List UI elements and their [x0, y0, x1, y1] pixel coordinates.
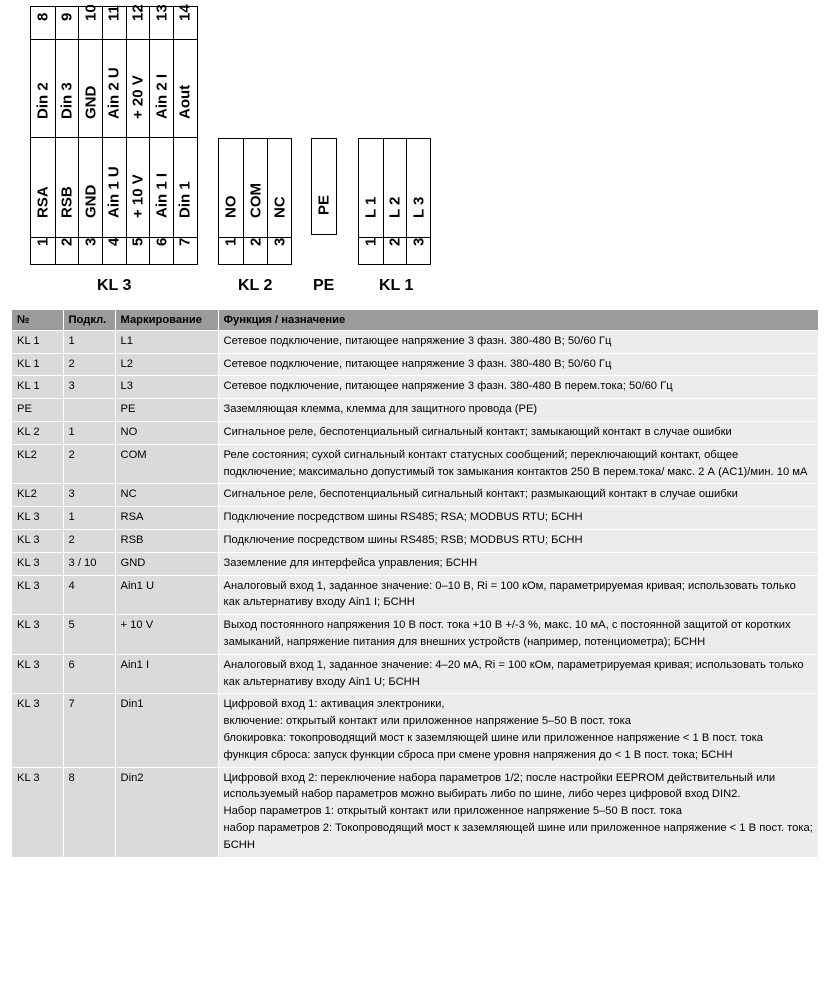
pe-block-label: PE: [313, 277, 335, 294]
cell-number: KL2: [12, 444, 63, 484]
terminal-label: Din 3: [58, 82, 76, 119]
table-row: [12, 484, 818, 507]
cell-number: KL 3: [12, 529, 63, 552]
terminal-number-cell: [359, 238, 383, 264]
terminal-label-cell: [219, 139, 243, 237]
cell-number: KL 3: [12, 575, 63, 615]
terminal-number-cell: [126, 4, 150, 39]
terminal-label-cell: [243, 139, 267, 237]
terminal-label-cell: [383, 139, 407, 237]
terminal-number-cell: [55, 7, 79, 39]
terminal-label-cell: [149, 138, 173, 237]
terminal-number: 3: [410, 237, 428, 246]
table-row: [12, 399, 818, 422]
kl1-label-row: [359, 139, 430, 238]
terminal-number-cell: [149, 238, 173, 264]
terminal-label-cell: [126, 138, 150, 237]
header-marking: Маркирование: [115, 310, 218, 330]
cell-connection: 2: [63, 444, 115, 484]
terminal-number-cell: [383, 238, 407, 264]
pe-terminal-label: PE: [315, 194, 333, 215]
cell-number: KL 3: [12, 694, 63, 767]
cell-marking: L1: [115, 330, 218, 353]
cell-number: KL 1: [12, 353, 63, 376]
terminal-label: Aout: [176, 84, 194, 119]
terminal-number: 1: [362, 237, 380, 246]
terminal-number-cell: [102, 238, 126, 264]
cell-marking: Ain1 U: [115, 575, 218, 615]
kl1-number-row: [359, 238, 430, 264]
terminal-label: GND: [82, 184, 100, 218]
terminal-label-cell: [102, 40, 126, 138]
cell-function: Сигнальное реле, беспотенциальный сигнальный контакт; размыкающий контакт в случае ошибки: [218, 484, 818, 507]
terminal-number: 8: [34, 12, 52, 21]
terminal-number-cell: [406, 238, 430, 264]
terminal-number: 3: [82, 237, 100, 246]
cell-connection: 4: [63, 575, 115, 615]
terminal-number-cell: [173, 238, 197, 264]
terminal-number-cell: [55, 238, 79, 264]
terminal-label-cell: [31, 138, 55, 237]
terminal-label-cell: [102, 138, 126, 237]
terminal-label: Din 1: [176, 181, 194, 218]
terminal-label: NO: [222, 195, 240, 218]
cell-number: KL 3: [12, 767, 63, 857]
terminal-number: 5: [129, 237, 147, 246]
table-row: [12, 767, 818, 857]
pe-terminal: [311, 138, 337, 235]
terminal-number: 7: [176, 237, 194, 246]
terminal-label: + 10 V: [129, 174, 147, 218]
terminal-label: NC: [271, 196, 288, 218]
terminal-number: 9: [58, 12, 76, 21]
cell-marking: NC: [115, 484, 218, 507]
terminal-label-cell: [173, 138, 197, 237]
table-row: [12, 552, 818, 575]
terminal-label-cell: [359, 139, 383, 237]
terminal-number: 11: [105, 5, 123, 21]
table-header-row: [12, 310, 818, 330]
cell-marking: Din1: [115, 694, 218, 767]
terminal-label: L 1: [362, 196, 380, 218]
cell-function: Подключение посредством шины RS485; RSB; MODBUS RTU; БСНН: [218, 529, 818, 552]
cell-function: Цифровой вход 2: переключение набора параметров 1/2; после настройки EEPROM действительный или используемый набор параметров можно выбирать либо по шине, либо через цифровой вход DIN2. Набор параметров 1: открытый контакт или приложенное напряжение 5–50 В пост. тока набор параметров 2: Токопроводящий мост к заземляющей шине или приложенное напряжение < 1 В пост. тока; БСНН: [218, 767, 818, 857]
cell-number: KL 3: [12, 552, 63, 575]
cell-marking: + 10 V: [115, 615, 218, 655]
terminal-number: 1: [222, 237, 240, 246]
cell-connection: 3: [63, 484, 115, 507]
cell-connection: 2: [63, 353, 115, 376]
cell-marking: L2: [115, 353, 218, 376]
table-row: [12, 353, 818, 376]
terminal-label: L 3: [410, 196, 428, 218]
kl3-lower-label-row: [31, 138, 197, 238]
terminal-label-cell: [78, 138, 102, 237]
kl2-label-row: [219, 139, 291, 238]
table-row: [12, 444, 818, 484]
terminal-label: Ain 2 I: [153, 73, 171, 119]
cell-function: Сетевое подключение, питающее напряжение 3 фазн. 380-480 В перем.тока; 50/60 Гц: [218, 376, 818, 399]
table-row: [12, 529, 818, 552]
terminal-number: 13: [153, 4, 171, 21]
terminal-number-cell: [243, 238, 267, 264]
cell-function: Сигнальное реле, беспотенциальный сигнальный контакт; замыкающий контакт в случае ошибки: [218, 421, 818, 444]
terminal-number-cell: [31, 7, 55, 39]
header-connection: Подкл.: [63, 310, 115, 330]
terminal-number-cell: [267, 238, 291, 264]
terminal-number-cell: [78, 4, 102, 39]
terminal-number: 2: [386, 237, 404, 246]
cell-connection: 3 / 10: [63, 552, 115, 575]
cell-function: Выход постоянного напряжения 10 В пост. тока +10 В +/-3 %, макс. 10 мА, с постоянной защитой от коротких замыканий, напряжение питания для внешних устройств (например, потенциометра); БСНН: [218, 615, 818, 655]
cell-number: KL 3: [12, 507, 63, 530]
cell-number: KL 3: [12, 654, 63, 694]
terminal-label: RSA: [34, 186, 52, 218]
terminal-label: Ain 2 U: [105, 67, 123, 119]
pe-terminal-cell: [312, 139, 336, 234]
cell-marking: COM: [115, 444, 218, 484]
cell-function: Цифровой вход 1: активация электроники, включение: открытый контакт или приложенное напряжение 5–50 В пост. тока блокировка: токопроводящий мост к заземляющей шине или приложенное напряжение < 1 В пост. тока функция сброса: запуск функции сброса при смене уровня напряжения до < 1 В пост. тока; БСНН: [218, 694, 818, 767]
cell-connection: 8: [63, 767, 115, 857]
terminal-label: GND: [82, 85, 100, 119]
cell-marking: Din2: [115, 767, 218, 857]
cell-number: KL 1: [12, 376, 63, 399]
table-row: [12, 575, 818, 615]
terminal-label: Ain 1 U: [105, 166, 123, 218]
cell-marking: RSB: [115, 529, 218, 552]
cell-function: Заземляющая клемма, клемма для защитного провода (PE): [218, 399, 818, 422]
terminal-number-cell: [219, 238, 243, 264]
terminal-label-cell: [173, 40, 197, 138]
terminal-label-cell: [55, 138, 79, 237]
terminal-number-cell: [102, 7, 126, 39]
cell-number: KL 3: [12, 615, 63, 655]
cell-function: Подключение посредством шины RS485; RSA; MODBUS RTU; БСНН: [218, 507, 818, 530]
terminal-number: 3: [271, 237, 288, 246]
table-row: [12, 507, 818, 530]
terminal-label-cell: [78, 40, 102, 138]
terminal-number-cell: [126, 238, 150, 264]
cell-marking: Ain1 I: [115, 654, 218, 694]
kl2-terminal-strip: [218, 138, 292, 265]
cell-marking: NO: [115, 421, 218, 444]
cell-connection: 6: [63, 654, 115, 694]
kl1-block-label: KL 1: [379, 277, 414, 294]
terminal-label: Ain 1 I: [153, 172, 171, 218]
terminal-number: 6: [153, 237, 171, 246]
cell-marking: GND: [115, 552, 218, 575]
terminal-number: 2: [58, 237, 76, 246]
cell-marking: RSA: [115, 507, 218, 530]
terminal-diagram: [0, 0, 825, 300]
cell-connection: 1: [63, 421, 115, 444]
cell-marking: PE: [115, 399, 218, 422]
table-row: [12, 694, 818, 767]
terminal-label-cell: [149, 40, 173, 138]
kl3-lower-number-row: [31, 238, 197, 264]
cell-number: KL 2: [12, 421, 63, 444]
terminal-number: 12: [129, 4, 147, 21]
terminal-label-cell: [31, 40, 55, 138]
cell-function: Сетевое подключение, питающее напряжение 3 фазн. 380-480 В; 50/60 Гц: [218, 330, 818, 353]
terminal-number-cell: [149, 4, 173, 39]
cell-function: Заземление для интерфейса управления; БСНН: [218, 552, 818, 575]
kl1-terminal-strip: [358, 138, 431, 265]
terminal-label: L 2: [386, 196, 404, 218]
cell-connection: 1: [63, 330, 115, 353]
kl3-block-label: KL 3: [97, 277, 132, 294]
terminal-number: 4: [105, 237, 123, 246]
cell-number: KL2: [12, 484, 63, 507]
kl3-lower-terminal-strip: [30, 137, 198, 265]
cell-function: Сетевое подключение, питающее напряжение 3 фазн. 380-480 В; 50/60 Гц: [218, 353, 818, 376]
cell-connection: 1: [63, 507, 115, 530]
cell-number: PE: [12, 399, 63, 422]
terminal-label: Din 2: [34, 82, 52, 119]
cell-function: Реле состояния; сухой сигнальный контакт статусных сообщений; переключающий контакт, общее подключение; максимально допустимый ток замыкания контактов 250 В перем.тока/ макс. 2 А (AC1)/мин. 10 мА: [218, 444, 818, 484]
terminal-label: COM: [247, 183, 264, 218]
terminal-label-cell: [267, 139, 291, 237]
terminal-number: 1: [34, 237, 52, 246]
cell-connection: 3: [63, 376, 115, 399]
cell-function: Аналоговый вход 1, заданное значение: 0–10 В, Ri = 100 кОм, параметрируемая кривая; использовать только как альтернативу входу Ain1 I; БСНН: [218, 575, 818, 615]
kl2-number-row: [219, 238, 291, 264]
kl3-upper-terminal-strip: [30, 6, 198, 139]
terminal-number-cell: [173, 4, 197, 39]
header-function: Функция / назначение: [218, 310, 818, 330]
cell-marking: L3: [115, 376, 218, 399]
terminal-assignment-table: [12, 310, 818, 858]
table-row: [12, 421, 818, 444]
terminal-label-cell: [406, 139, 430, 237]
table-row: [12, 654, 818, 694]
terminal-label-cell: [55, 40, 79, 138]
kl3-upper-number-row: [31, 4, 197, 40]
cell-function: Аналоговый вход 1, заданное значение: 4–20 мА, Ri = 100 кОм, параметрируемая кривая; использовать только как альтернативу входу Ain1 U; БСНН: [218, 654, 818, 694]
cell-number: KL 1: [12, 330, 63, 353]
terminal-number-cell: [31, 238, 55, 264]
terminal-label: RSB: [58, 186, 76, 218]
terminal-number: 14: [176, 4, 194, 21]
terminal-label: + 20 V: [129, 75, 147, 119]
cell-connection: 2: [63, 529, 115, 552]
terminal-number: 10: [82, 4, 100, 21]
terminal-label-cell: [126, 40, 150, 138]
table-body: [12, 330, 818, 857]
cell-connection: 7: [63, 694, 115, 767]
cell-connection: [63, 399, 115, 422]
table-row: [12, 615, 818, 655]
table-row: [12, 376, 818, 399]
kl3-upper-label-row: [31, 40, 197, 138]
header-number: №: [12, 310, 63, 330]
kl2-block-label: KL 2: [238, 277, 273, 294]
terminal-number: 2: [247, 237, 264, 246]
cell-connection: 5: [63, 615, 115, 655]
terminal-number-cell: [78, 238, 102, 264]
table-row: [12, 330, 818, 353]
